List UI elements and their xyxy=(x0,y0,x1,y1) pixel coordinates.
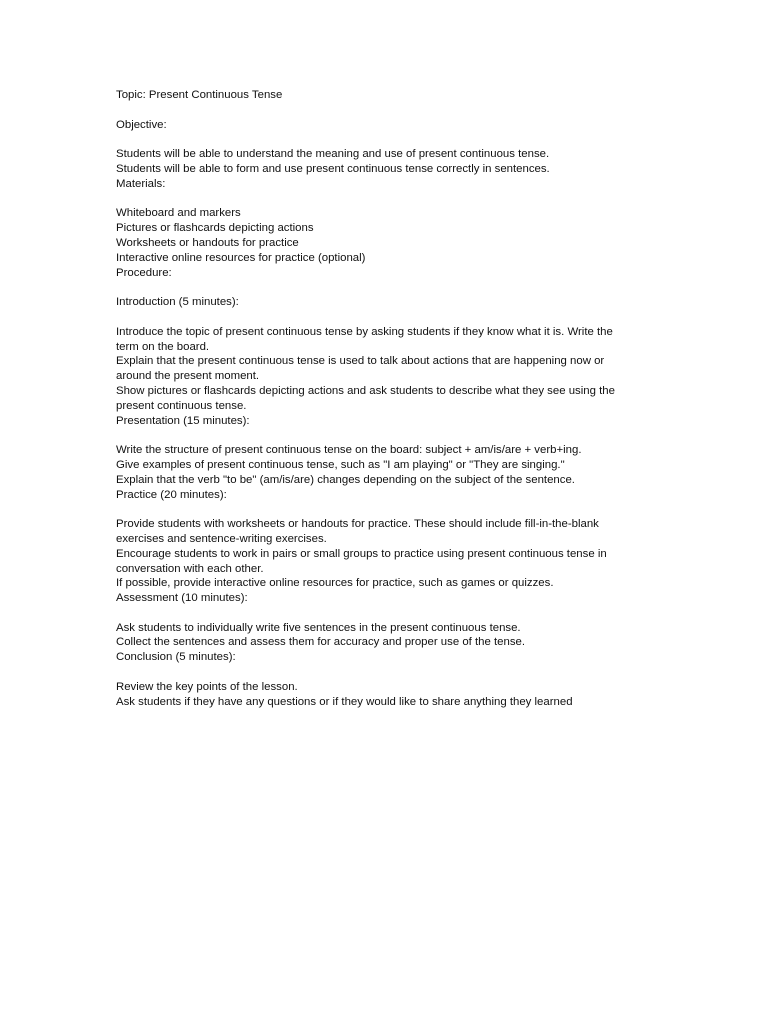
text-line: term on the board. xyxy=(116,340,210,353)
text-line: Pictures or flashcards depicting actions xyxy=(116,222,314,235)
text-line: conversation with each other. xyxy=(116,562,264,575)
blank-line xyxy=(116,280,658,295)
text-line: Students will be able to form and use present continuous tense correctly in sentences. xyxy=(116,162,550,175)
text-line: Introduction (5 minutes): xyxy=(116,296,239,309)
document-body xyxy=(116,88,658,709)
text-line: Whiteboard and markers xyxy=(116,207,241,220)
text-line: Ask students to individually write five sentences in the present continuous tense. xyxy=(116,621,521,634)
text-line: Materials: xyxy=(116,177,166,190)
text-line: Presentation (15 minutes): xyxy=(116,414,250,427)
blank-line xyxy=(116,606,658,621)
text-line: Procedure: xyxy=(116,266,172,279)
text-line: Provide students with worksheets or handouts for practice. These should include fill-in-the-blank xyxy=(116,518,599,531)
text-line: Review the key points of the lesson. xyxy=(116,680,298,693)
text-line: Practice (20 minutes): xyxy=(116,488,227,501)
blank-line xyxy=(116,310,658,325)
text-line: Encourage students to work in pairs or small groups to practice using present continuous tense in xyxy=(116,547,607,560)
text-line: Students will be able to understand the meaning and use of present continuous tense. xyxy=(116,148,550,161)
text-line: Topic: Present Continuous Tense xyxy=(116,89,283,101)
text-line: around the present moment. xyxy=(116,370,260,383)
text-line: Give examples of present continuous tense, such as "I am playing" or "They are singing." xyxy=(116,458,565,471)
text-line: exercises and sentence-writing exercises. xyxy=(116,532,327,545)
text-line: Explain that the present continuous tense is used to talk about actions that are happening now or xyxy=(116,355,605,368)
text-line: present continuous tense. xyxy=(116,399,247,412)
text-line: Show pictures or flashcards depicting actions and ask students to describe what they see using the xyxy=(116,384,615,397)
text-line: Explain that the verb "to be" (am/is/are) changes depending on the subject of the sentence. xyxy=(116,473,575,486)
text-line: Objective: xyxy=(116,118,167,131)
blank-line xyxy=(116,665,658,680)
text-line: Conclusion (5 minutes): xyxy=(116,651,236,664)
blank-line xyxy=(116,502,658,517)
text-line: Introduce the topic of present continuous tense by asking students if they know what it is. Write the xyxy=(116,325,613,338)
text-line: Assessment (10 minutes): xyxy=(116,592,248,605)
text-line: Ask students if they have any questions or if they would like to share anything they learned xyxy=(116,695,573,708)
blank-line xyxy=(116,428,658,443)
text-line: Collect the sentences and assess them for accuracy and proper use of the tense. xyxy=(116,636,526,649)
text-line: If possible, provide interactive online resources for practice, such as games or quizzes. xyxy=(116,577,554,590)
blank-line xyxy=(116,192,658,207)
text-line: Interactive online resources for practice (optional) xyxy=(116,251,366,264)
text-line: Worksheets or handouts for practice xyxy=(116,236,299,249)
text-line: Write the structure of present continuous tense on the board: subject + am/is/are + verb+ing. xyxy=(116,444,582,457)
blank-line xyxy=(116,132,658,147)
blank-line xyxy=(116,103,658,118)
